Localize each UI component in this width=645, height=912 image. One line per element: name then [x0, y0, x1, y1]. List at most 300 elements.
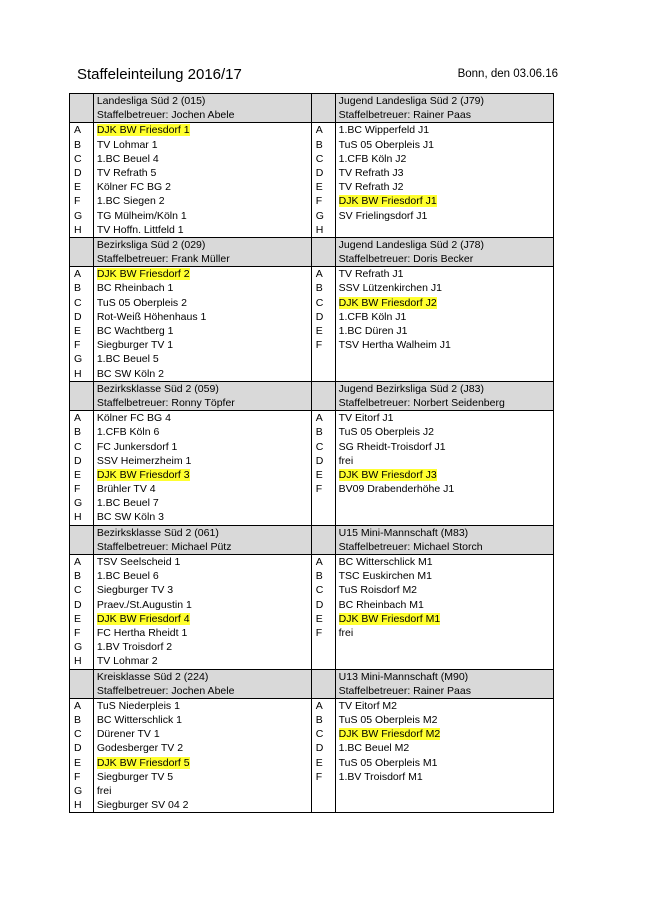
team-name [94, 194, 311, 208]
team-name [336, 727, 553, 741]
team-name-text: 1.CFB Köln 6 [96, 426, 160, 439]
league-header-cell [93, 381, 311, 410]
team-name-text: frei [338, 626, 354, 639]
league-teams-row [70, 267, 554, 382]
letter-header-cell [311, 669, 335, 698]
team-name-text: 1.BC Beuel 6 [96, 570, 159, 583]
team-name-text: frei [338, 454, 354, 467]
team-name-text: SV Frielingsdorf J1 [338, 209, 428, 222]
group-letter: G [74, 353, 83, 366]
group-letter: D [74, 598, 82, 611]
team-name-text: BC Rheinbach 1 [96, 282, 174, 295]
group-letter: D [74, 310, 82, 323]
team-name-text: DJK BW Friesdorf 5 [96, 756, 190, 769]
group-letter: H [74, 223, 82, 236]
team-name [336, 598, 553, 612]
group-letter: A [74, 556, 82, 568]
team-name-text: 1.BC Wipperfeld J1 [338, 124, 430, 137]
team-name-text: TSC Euskirchen M1 [338, 570, 433, 583]
team-name-text: TV Eitorf M2 [338, 699, 397, 712]
group-letter: C [315, 440, 324, 453]
group-letter: F [74, 339, 81, 352]
league-header-row [70, 525, 554, 554]
league-header-cell [93, 525, 311, 554]
group-letter: A [315, 699, 323, 712]
team-list-cell [335, 123, 553, 238]
group-letter: F [315, 770, 323, 783]
group-letter [312, 654, 335, 668]
team-name-text: TV Refrath 5 [96, 166, 157, 179]
letter-header-cell [70, 525, 94, 554]
team-name-text: BC Rheinbach M1 [338, 598, 424, 611]
group-letter: B [315, 282, 323, 295]
letter-header-cell [311, 237, 335, 266]
league-header-cell [93, 669, 311, 698]
team-name-text: Kölner FC BG 4 [96, 412, 171, 425]
team-name [336, 123, 553, 137]
league-header-cell [335, 381, 553, 410]
team-name-text: DJK BW Friesdorf 2 [96, 268, 190, 281]
group-letter: B [74, 282, 82, 295]
group-letter: D [315, 454, 324, 467]
team-name [94, 798, 311, 812]
group-letter: E [74, 325, 82, 337]
team-list-cell [335, 555, 553, 670]
team-name [94, 281, 311, 295]
page-title: Staffeleinteilung 2016/17 [77, 66, 242, 83]
team-name [94, 640, 311, 654]
group-letter [312, 367, 335, 381]
group-letter: C [74, 296, 82, 309]
group-letter: E [315, 756, 323, 769]
team-name [336, 699, 553, 713]
team-name-text: TuS 05 Oberpleis J2 [338, 426, 434, 439]
group-letter [312, 352, 335, 366]
group-letter: H [74, 799, 82, 812]
team-name-text: TuS 05 Oberpleis 2 [96, 296, 187, 309]
team-name [336, 784, 553, 798]
group-letter: H [74, 511, 82, 524]
group-letter: C [74, 440, 82, 453]
team-name-text: SSV Lützenkirchen J1 [338, 282, 442, 295]
team-list-cell [93, 267, 311, 382]
team-name [336, 440, 553, 454]
team-name [336, 281, 553, 295]
league-name: Bezirksklasse Süd 2 (061) [96, 526, 219, 539]
team-name-text: Rot-Weiß Höhenhaus 1 [96, 310, 207, 323]
team-name [94, 699, 311, 713]
letter-header-cell [311, 525, 335, 554]
group-letters-cell [311, 267, 335, 382]
team-name-text: SG Rheidt-Troisdorf J1 [338, 440, 446, 453]
team-name-text: DJK BW Friesdorf J2 [338, 296, 437, 309]
group-letter: D [315, 742, 324, 755]
team-name [94, 425, 311, 439]
team-name [336, 640, 553, 654]
group-letter [312, 496, 335, 510]
league-teams-row [70, 123, 554, 238]
team-list-cell [335, 698, 553, 813]
group-letter: D [74, 742, 82, 755]
group-letters-cell [311, 698, 335, 813]
team-name [336, 496, 553, 510]
league-teams-row [70, 411, 554, 526]
team-name [336, 770, 553, 784]
team-name [336, 166, 553, 180]
league-header-row [70, 94, 554, 123]
group-letter: F [315, 626, 323, 639]
league-teams-row [70, 698, 554, 813]
group-letter: B [74, 714, 82, 727]
league-header-cell [93, 94, 311, 123]
team-name [336, 798, 553, 812]
team-name-text: SSV Heimerzheim 1 [96, 454, 192, 467]
team-name-text: BV09 Drabenderhöhe J1 [338, 483, 455, 496]
league-supervisor: Staffelbetreuer: Frank Müller [96, 253, 230, 266]
league-header-cell [335, 669, 553, 698]
team-name [94, 411, 311, 425]
league-name: Bezirksklasse Süd 2 (059) [96, 382, 219, 395]
team-name [94, 352, 311, 366]
team-name [336, 338, 553, 352]
team-name [336, 741, 553, 755]
league-supervisor: Staffelbetreuer: Doris Becker [338, 253, 474, 266]
team-name [94, 770, 311, 784]
team-name [94, 612, 311, 626]
team-name [336, 454, 553, 468]
team-name-text: DJK BW Friesdorf 1 [96, 124, 190, 137]
league-name: Kreisklasse Süd 2 (224) [96, 670, 209, 683]
team-name-text: 1.CFB Köln J1 [338, 310, 407, 323]
team-name [336, 310, 553, 324]
team-name [336, 209, 553, 223]
league-header-cell [335, 94, 553, 123]
group-letter: A [74, 124, 82, 137]
group-letter: F [74, 626, 81, 639]
team-name-text: TSV Hertha Walheim J1 [338, 339, 451, 352]
team-name [94, 496, 311, 510]
team-name-text: Brühler TV 4 [96, 483, 156, 496]
team-name [336, 367, 553, 381]
team-name [336, 654, 553, 668]
team-name-text: Siegburger SV 04 2 [96, 799, 189, 812]
group-letter: A [315, 124, 323, 137]
group-letter: C [315, 584, 324, 597]
league-header-row [70, 381, 554, 410]
team-name-text: DJK BW Friesdorf M1 [338, 612, 441, 625]
group-letters-cell [70, 267, 94, 382]
team-name [94, 583, 311, 597]
team-name [336, 713, 553, 727]
team-name-text: TV Eitorf J1 [338, 412, 394, 425]
league-name: Bezirksliga Süd 2 (029) [96, 238, 206, 251]
group-letter: G [74, 785, 83, 797]
team-name [94, 468, 311, 482]
group-letter: F [74, 483, 81, 496]
team-name-text: TuS 05 Oberpleis M1 [338, 756, 438, 769]
group-letter: B [74, 138, 82, 151]
team-name [94, 741, 311, 755]
document-date: Bonn, den 03.06.16 [457, 68, 558, 80]
team-name-text: TuS 05 Oberpleis M2 [338, 714, 438, 727]
group-letters-cell [70, 411, 94, 526]
team-name [94, 598, 311, 612]
team-name-text: TV Refrath J1 [338, 268, 404, 281]
team-name-text: DJK BW Friesdorf 3 [96, 468, 190, 481]
team-name-text: BC SW Köln 2 [96, 367, 164, 380]
team-name-text: FC Hertha Rheidt 1 [96, 626, 188, 639]
team-name [336, 555, 553, 569]
team-name-text: 1.BV Troisdorf M1 [338, 770, 423, 783]
team-name [336, 468, 553, 482]
team-name [336, 138, 553, 152]
group-letter: A [315, 412, 323, 425]
group-letters-cell [70, 555, 94, 670]
group-letters-cell [70, 698, 94, 813]
team-name [94, 626, 311, 640]
team-name [94, 223, 311, 237]
team-name-text: 1.CFB Köln J2 [338, 152, 407, 165]
letter-header-cell [70, 237, 94, 266]
group-letter: E [74, 468, 82, 481]
team-name [94, 440, 311, 454]
team-name [94, 569, 311, 583]
letter-header-cell [311, 94, 335, 123]
team-list-cell [335, 411, 553, 526]
team-name [336, 180, 553, 194]
letter-header-cell [311, 381, 335, 410]
group-letter: B [74, 570, 82, 583]
team-name [336, 612, 553, 626]
team-name-text: 1.BC Beuel 7 [96, 497, 159, 510]
team-name [336, 296, 553, 310]
team-name-text: TuS Niederpleis 1 [96, 699, 180, 712]
group-letter: H [74, 367, 82, 380]
group-letter [312, 798, 335, 812]
league-name: Landesliga Süd 2 (015) [96, 95, 206, 107]
team-name-text: TG Mülheim/Köln 1 [96, 209, 187, 222]
league-supervisor: Staffelbetreuer: Ronny Töpfer [96, 396, 235, 409]
group-letter: E [315, 612, 323, 625]
group-letter: H [315, 223, 324, 236]
group-letter: C [74, 584, 82, 597]
letter-header-cell [70, 669, 94, 698]
team-name-text: 1.BC Beuel 4 [96, 152, 159, 165]
team-name-text: 1.BV Troisdorf 2 [96, 641, 173, 654]
team-name [336, 569, 553, 583]
league-supervisor: Staffelbetreuer: Michael Pütz [96, 540, 232, 553]
team-name-text: DJK BW Friesdorf 4 [96, 612, 190, 625]
group-letter [312, 640, 335, 654]
league-header-row [70, 237, 554, 266]
team-name-text: DJK BW Friesdorf M2 [338, 728, 441, 741]
team-name-text: BC Witterschlick M1 [338, 556, 433, 568]
team-name [94, 367, 311, 381]
team-list-cell [93, 555, 311, 670]
team-name [336, 194, 553, 208]
group-letter: D [315, 598, 324, 611]
team-name-text: DJK BW Friesdorf J3 [338, 468, 437, 481]
letter-header-cell [70, 381, 94, 410]
team-name-text: TV Lohmar 2 [96, 655, 158, 668]
team-name [94, 510, 311, 524]
team-name [94, 324, 311, 338]
group-letter: G [74, 209, 83, 222]
league-supervisor: Staffelbetreuer: Jochen Abele [96, 109, 235, 122]
group-letter: D [74, 166, 82, 179]
group-letter: F [74, 770, 81, 783]
team-name-text: Dürener TV 1 [96, 728, 160, 741]
group-letter: H [74, 655, 82, 668]
league-name: U15 Mini-Mannschaft (M83) [338, 526, 469, 539]
team-name [336, 324, 553, 338]
team-name [336, 267, 553, 281]
group-letter: C [315, 296, 324, 309]
team-name [94, 756, 311, 770]
team-name [94, 209, 311, 223]
group-letter: B [315, 138, 323, 151]
group-letter: A [74, 268, 82, 281]
team-name [336, 510, 553, 524]
team-list-cell [335, 267, 553, 382]
team-name-text: 1.BC Beuel 5 [96, 353, 159, 366]
team-name [336, 411, 553, 425]
team-name-text: TV Refrath J3 [338, 166, 404, 179]
group-letter: F [315, 339, 323, 352]
group-letter [312, 510, 335, 524]
league-name: U13 Mini-Mannschaft (M90) [338, 670, 469, 683]
group-letters-cell [311, 411, 335, 526]
team-name-text: BC Witterschlick 1 [96, 714, 183, 727]
team-name-text: Godesberger TV 2 [96, 742, 184, 755]
group-letter: C [74, 728, 82, 741]
league-name: Jugend Bezirksliga Süd 2 (J83) [338, 382, 484, 395]
team-name [94, 152, 311, 166]
group-letter: E [74, 181, 82, 194]
team-name-text: 1.BC Düren J1 [338, 325, 408, 337]
group-letter: E [315, 468, 323, 481]
league-teams-row [70, 555, 554, 670]
group-letter: F [315, 483, 323, 496]
team-name-text: Praev./St.Augustin 1 [96, 598, 192, 611]
team-name [94, 713, 311, 727]
team-name-text: TuS 05 Oberpleis J1 [338, 138, 434, 151]
group-letters-cell [311, 123, 335, 238]
league-name: Jugend Landesliga Süd 2 (J78) [338, 238, 484, 251]
group-letter: B [315, 714, 323, 727]
league-supervisor: Staffelbetreuer: Michael Storch [338, 540, 483, 553]
league-table [69, 93, 554, 813]
team-name-text: FC Junkersdorf 1 [96, 440, 178, 453]
group-letter: F [315, 195, 323, 208]
team-name-text: TuS Roisdorf M2 [338, 584, 418, 597]
team-name [336, 482, 553, 496]
group-letter: C [74, 152, 82, 165]
group-letter: G [74, 641, 83, 654]
team-name [94, 482, 311, 496]
team-name-text: BC Wachtberg 1 [96, 325, 174, 337]
team-name [336, 626, 553, 640]
team-list-cell [93, 123, 311, 238]
team-name-text: TV Hoffn. Littfeld 1 [96, 223, 184, 236]
team-name [336, 352, 553, 366]
league-header-cell [335, 525, 553, 554]
team-name-text: 1.BC Siegen 2 [96, 195, 165, 208]
team-name-text: DJK BW Friesdorf J1 [338, 195, 437, 208]
team-name-text: Siegburger TV 5 [96, 770, 174, 783]
team-name-text: TV Lohmar 1 [96, 138, 158, 151]
group-letter: E [74, 756, 82, 769]
group-letter: G [74, 497, 83, 510]
team-name [336, 223, 553, 237]
group-letter: A [74, 699, 82, 712]
team-name [336, 152, 553, 166]
team-name [336, 756, 553, 770]
team-name-text: Kölner FC BG 2 [96, 181, 171, 194]
team-list-cell [93, 411, 311, 526]
group-letter: D [74, 454, 82, 467]
team-name [94, 310, 311, 324]
team-name [336, 583, 553, 597]
group-letter: C [315, 152, 324, 165]
league-name: Jugend Landesliga Süd 2 (J79) [338, 95, 484, 107]
group-letter: A [315, 268, 323, 281]
group-letter: A [74, 412, 82, 425]
team-name-text: Siegburger TV 1 [96, 339, 174, 352]
team-name-text: Siegburger TV 3 [96, 584, 174, 597]
team-name [94, 138, 311, 152]
team-name [94, 338, 311, 352]
group-letters-cell [70, 123, 94, 238]
team-name [94, 267, 311, 281]
group-letter [312, 784, 335, 798]
league-supervisor: Staffelbetreuer: Rainer Paas [338, 109, 471, 122]
team-name [94, 654, 311, 668]
team-name [94, 166, 311, 180]
letter-header-cell [70, 94, 94, 123]
league-header-row [70, 669, 554, 698]
group-letter: E [315, 325, 323, 337]
group-letter: C [315, 728, 324, 741]
team-name [94, 454, 311, 468]
team-name [94, 727, 311, 741]
team-list-cell [93, 698, 311, 813]
league-header-cell [93, 237, 311, 266]
team-name [94, 555, 311, 569]
group-letter: F [74, 195, 81, 208]
group-letter: E [74, 612, 82, 625]
group-letter: G [315, 209, 324, 222]
team-name [94, 296, 311, 310]
team-name [94, 180, 311, 194]
league-supervisor: Staffelbetreuer: Norbert Seidenberg [338, 396, 505, 409]
team-name [94, 784, 311, 798]
league-supervisor: Staffelbetreuer: Rainer Paas [338, 684, 471, 697]
group-letter: D [315, 166, 324, 179]
group-letter: B [315, 570, 323, 583]
group-letter: A [315, 556, 323, 568]
group-letter: E [315, 181, 323, 194]
group-letter: B [315, 426, 323, 439]
team-name-text: TSV Seelscheid 1 [96, 556, 181, 568]
group-letter: D [315, 310, 324, 323]
team-name [336, 425, 553, 439]
group-letter: B [74, 426, 82, 439]
league-header-cell [335, 237, 553, 266]
team-name-text: frei [96, 785, 112, 797]
team-name-text: 1.BC Beuel M2 [338, 742, 410, 755]
team-name-text: TV Refrath J2 [338, 181, 404, 194]
